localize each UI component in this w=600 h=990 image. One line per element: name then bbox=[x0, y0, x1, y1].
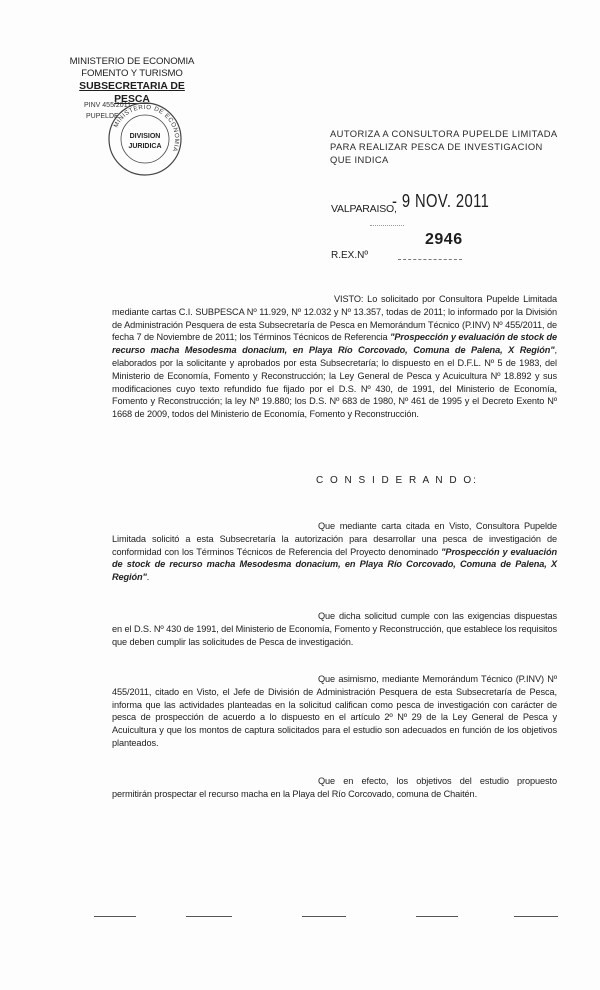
footer-line-5 bbox=[514, 916, 558, 917]
resolution-place: VALPARAISO, bbox=[331, 203, 397, 215]
footer-line-1 bbox=[94, 916, 136, 917]
letterhead bbox=[62, 56, 202, 120]
letterhead-reference-name: PUPELDE bbox=[86, 113, 119, 120]
letterhead-ministry: MINISTERIO DE ECONOMIA bbox=[69, 56, 195, 67]
letterhead-ministry-sub: FOMENTO Y TURISMO bbox=[81, 68, 183, 79]
considerando-1-project-title: "Prospección y evaluación de stock de recurso macha Mesodesma donacium, en Playa Río Corcovado, Comuna de Palena, X Región" bbox=[112, 546, 557, 583]
visto-project-title: "Prospección y evaluación de stock de recurso macha Mesodesma donacium, en Playa Río Corcovado, Comuna de Palena, X Región" bbox=[112, 332, 558, 356]
considerando-heading: C O N S I D E R A N D O: bbox=[316, 475, 478, 486]
considerando-paragraph-3 bbox=[112, 673, 557, 750]
visto-text-1: VISTO: Lo solicitado por Consultora Pupelde Limitada mediante cartas C.I. SUBPESCA Nº 11.929, Nº 12.032 y Nº 13.357, todas de 2011; lo informado por la División de Administración Pesquera de esta Subsecretaría de Pesca en Memorándum Técnico (P.INV) Nº 455/2011, de fecha 7 de Noviembre de 2011; los Términos Técnicos de Referencia bbox=[112, 294, 557, 343]
considerando-1-text: Que mediante carta citada en Visto, Consultora Pupelde Limitada solicitó a esta Subsecretaría la autorización para desarrollar una pesca de investigación de conformidad con los Términos Técnicos de Referencia del Proyecto denominado bbox=[112, 521, 557, 557]
footer-line-4 bbox=[416, 916, 458, 917]
considerando-paragraph-1 bbox=[112, 520, 557, 584]
considerando-2-text: Que dicha solicitud cumple con las exigencias dispuestas en el D.S. Nº 430 de 1991, del Ministerio de Economía, Fomento y Reconstrucción, que establece los requisitos que deben cumplir las solicitudes de Pesca de investigación. bbox=[112, 611, 557, 647]
resolution-date-stamp: - 9 NOV. 2011 bbox=[392, 191, 490, 211]
seal-division-text: DIVISION bbox=[129, 133, 161, 140]
considerando-3-text: Que asimismo, mediante Memorándum Técnico (P.INV) Nº 455/2011, citado en Visto, el Jefe de División de Administración Pesquera de esta Subsecretaría de Pesca, informa que las actividades planteadas en la solicitud califican como pesca de investigación con carácter de pesca de prospección de acuerdo a lo dispuesto en el artículo 2º Nº 29 de la Ley General de Pesca y Acuicultura y que los montos de captura solicitados para el estudio son adecuados en función de los objetivos planteados. bbox=[112, 674, 557, 748]
visto-paragraph bbox=[112, 293, 557, 421]
resolution-number-line bbox=[398, 259, 462, 260]
considerando-paragraph-4 bbox=[112, 775, 557, 801]
considerando-4-text: Que en efecto, los objetivos del estudio propuesto permitirán prospectar el recurso macha en la Playa del Río Corcovado, comuna de Chaitén. bbox=[112, 776, 557, 799]
division-juridica-seal-stamp bbox=[106, 100, 184, 178]
resolution-subject: AUTORIZA A CONSULTORA PUPELDE LIMITADA PARA REALIZAR PESCA DE INVESTIGACION QUE INDICA bbox=[330, 128, 558, 165]
resolution-number-label: R.EX.Nº bbox=[331, 250, 368, 261]
footer-line-3 bbox=[302, 916, 346, 917]
considerando-paragraph-2 bbox=[112, 610, 557, 648]
visto-text-2: , elaborados por la solicitante y aprobados por esta Subsecretaría; lo dispuesto en el D.F.L. Nº 5 de 1983, del Ministerio de Economía, Fomento y Reconstrucción; la Ley General de Pesca y Acuicultura Nº 18.892 y sus modificaciones cuyo texto refundido fue fijado por el D.S. Nº 430, de 1991, del Ministerio de Economía, Fomento y Reconstrucción; la ley Nº 19.880; los D.S. Nº 683 de 1980, Nº 461 de 1995 y el Decreto Exento Nº 1668 de 2009, todos del Ministerio de Economía, Fomento y Reconstrucción. bbox=[112, 345, 557, 420]
seal-juridica-text: JURIDICA bbox=[128, 143, 162, 150]
letterhead-subsecretaria: SUBSECRETARIA DE PESCA bbox=[79, 81, 185, 105]
considerando-1-end: . bbox=[146, 572, 150, 583]
letterhead-reference: PINV 455/2011 bbox=[84, 102, 131, 109]
seal-ring-text: MINISTERIO DE ECONOMIA bbox=[112, 103, 181, 153]
footer-line-2 bbox=[186, 916, 232, 917]
resolution-number-stamp: 2946 bbox=[425, 231, 463, 248]
dotted-mark bbox=[370, 225, 404, 226]
